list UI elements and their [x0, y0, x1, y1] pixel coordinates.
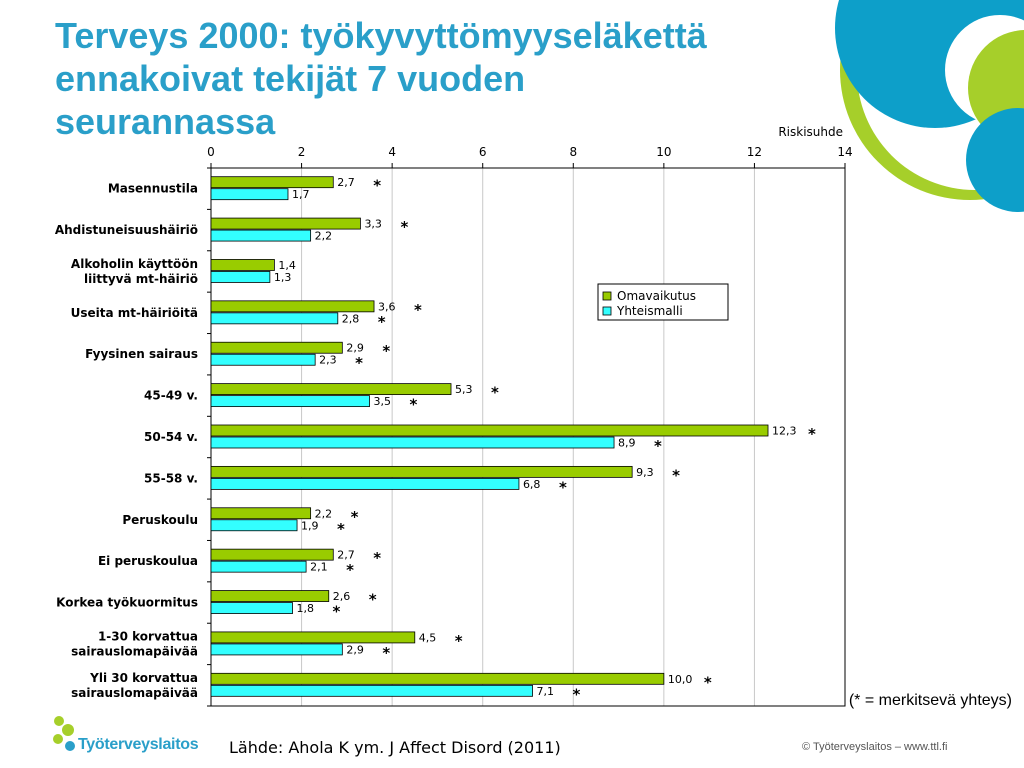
- significance-star-yhteismalli-7: *: [558, 478, 567, 497]
- bar-omavaikutus-4: [211, 342, 342, 353]
- data-label-yhteismalli-6: 8,9: [618, 436, 636, 450]
- bar-omavaikutus-10: [211, 591, 329, 602]
- bar-yhteismalli-10: [211, 603, 293, 614]
- data-label-omavaikutus-10: 2,6: [332, 590, 351, 604]
- category-label-10-0: Korkea työkuormitus: [56, 595, 198, 610]
- data-label-yhteismalli-2: 1,3: [273, 270, 292, 284]
- significance-star-yhteismalli-11: *: [382, 643, 391, 662]
- data-label-omavaikutus-6: 12,3: [772, 424, 797, 438]
- title-line-1: Terveys 2000: työkyvyttömyyseläkettä: [55, 15, 707, 56]
- legend-label-0: Omavaikutus: [617, 289, 697, 303]
- category-label-8-0: Peruskoulu: [122, 512, 198, 527]
- category-label-4-0: Fyysinen sairaus: [85, 347, 198, 362]
- bar-omavaikutus-5: [211, 384, 451, 395]
- ttl-logo-icon: [50, 712, 80, 756]
- bar-yhteismalli-0: [211, 189, 288, 200]
- x-tick-label-2: 4: [388, 145, 396, 159]
- significance-star-omavaikutus-6: *: [808, 425, 816, 443]
- bar-omavaikutus-0: [211, 177, 333, 188]
- data-label-omavaikutus-9: 2,7: [337, 548, 355, 562]
- legend-swatch-0: [603, 292, 611, 300]
- bar-omavaikutus-8: [211, 508, 311, 519]
- category-label-2-0: Alkoholin käyttöön: [70, 256, 198, 271]
- data-label-omavaikutus-3: 3,6: [378, 300, 396, 314]
- bar-yhteismalli-3: [211, 313, 338, 324]
- data-label-yhteismalli-4: 2,3: [319, 353, 337, 367]
- significance-star-omavaikutus-5: *: [491, 383, 499, 402]
- category-label-12-1: sairauslomapäivää: [71, 685, 198, 700]
- bar-yhteismalli-1: [211, 230, 311, 241]
- significance-star-omavaikutus-4: *: [382, 342, 391, 361]
- significance-star-omavaikutus-12: *: [703, 673, 712, 692]
- significance-star-omavaikutus-10: *: [368, 590, 377, 609]
- category-label-11-1: sairauslomapäivää: [71, 644, 198, 659]
- significance-star-yhteismalli-6: *: [654, 437, 662, 455]
- significance-star-omavaikutus-9: *: [373, 549, 382, 568]
- data-label-omavaikutus-4: 2,9: [346, 341, 364, 355]
- legend-swatch-1: [603, 307, 611, 315]
- x-tick-label-4: 8: [569, 145, 578, 159]
- bar-omavaikutus-3: [211, 301, 374, 312]
- data-label-omavaikutus-11: 4,5: [418, 631, 437, 645]
- significance-footnote: (* = merkitsevä yhteys): [848, 692, 1012, 709]
- data-label-yhteismalli-10: 1,8: [296, 602, 315, 616]
- bar-yhteismalli-7: [211, 478, 519, 489]
- category-label-9-0: Ei peruskoulua: [97, 554, 198, 569]
- category-label-12-0: Yli 30 korvattua: [90, 670, 198, 685]
- logo-text: Työterveyslaitos: [78, 736, 199, 753]
- bar-omavaikutus-1: [211, 218, 360, 229]
- category-label-0-0: Masennustila: [107, 181, 198, 196]
- significance-star-yhteismalli-10: *: [332, 602, 341, 621]
- data-label-yhteismalli-9: 2,1: [310, 560, 328, 574]
- category-label-1-0: Ahdistuneisuushäiriö: [54, 223, 198, 238]
- x-tick-label-6: 12: [746, 145, 763, 159]
- bar-omavaikutus-2: [211, 259, 274, 270]
- data-label-yhteismalli-7: 6,8: [522, 477, 541, 491]
- category-label-5-0: 45-49 v.: [144, 388, 198, 403]
- bar-omavaikutus-7: [211, 466, 632, 477]
- bar-yhteismalli-5: [211, 396, 370, 407]
- data-label-omavaikutus-2: 1,4: [278, 258, 296, 272]
- significance-star-omavaikutus-3: *: [414, 300, 422, 319]
- bar-yhteismalli-6: [211, 437, 614, 448]
- data-label-yhteismalli-1: 2,2: [314, 229, 333, 243]
- bar-omavaikutus-11: [211, 632, 415, 643]
- significance-star-omavaikutus-0: *: [373, 176, 382, 195]
- x-tick-label-0: 0: [207, 145, 215, 159]
- bar-yhteismalli-11: [211, 644, 342, 655]
- bar-yhteismalli-8: [211, 520, 297, 531]
- data-label-omavaikutus-1: 3,3: [364, 217, 382, 231]
- bar-yhteismalli-9: [211, 561, 306, 572]
- bar-yhteismalli-4: [211, 354, 315, 365]
- significance-star-omavaikutus-7: *: [672, 466, 681, 485]
- category-label-11-0: 1-30 korvattua: [97, 629, 198, 644]
- significance-star-omavaikutus-1: *: [400, 218, 409, 237]
- significance-star-yhteismalli-12: *: [572, 685, 581, 704]
- copyright-text: © Työterveyslaitos – www.ttl.fi: [802, 741, 948, 753]
- data-label-omavaikutus-0: 2,7: [337, 176, 355, 190]
- source-citation: Lähde: Ahola K ym. J Affect Disord (2011): [229, 738, 561, 757]
- data-label-yhteismalli-8: 1,9: [301, 519, 319, 533]
- x-axis-label: Riskisuhde: [778, 125, 843, 139]
- bar-yhteismalli-2: [211, 271, 270, 282]
- significance-star-yhteismalli-8: *: [337, 519, 345, 538]
- data-label-yhteismalli-3: 2,8: [341, 312, 360, 326]
- data-label-yhteismalli-0: 1,7: [291, 188, 310, 202]
- significance-star-omavaikutus-11: *: [454, 631, 463, 650]
- category-label-3-0: Useita mt-häiriöitä: [70, 305, 198, 320]
- x-tick-label-1: 2: [297, 145, 306, 159]
- category-label-7-0: 55-58 v.: [144, 471, 198, 486]
- bar-yhteismalli-12: [211, 685, 533, 696]
- data-label-yhteismalli-12: 7,1: [536, 684, 555, 698]
- category-label-6-0: 50-54 v.: [144, 430, 198, 444]
- bar-omavaikutus-6: [211, 425, 768, 436]
- x-tick-label-3: 6: [478, 145, 487, 159]
- x-tick-label-5: 10: [656, 145, 672, 159]
- bar-omavaikutus-9: [211, 549, 333, 560]
- data-label-omavaikutus-12: 10,0: [667, 672, 693, 686]
- data-label-omavaikutus-8: 2,2: [314, 507, 333, 521]
- title-line-3: seurannassa: [55, 101, 276, 142]
- significance-star-yhteismalli-3: *: [377, 312, 386, 331]
- title-line-2: ennakoivat tekijät 7 vuoden: [55, 58, 526, 99]
- significance-star-omavaikutus-8: *: [350, 507, 359, 526]
- significance-star-yhteismalli-9: *: [346, 561, 354, 580]
- x-tick-label-7: 14: [837, 145, 853, 159]
- data-label-omavaikutus-5: 5,3: [455, 383, 473, 397]
- data-label-omavaikutus-7: 9,3: [636, 465, 654, 479]
- significance-star-yhteismalli-4: *: [355, 354, 364, 373]
- significance-star-yhteismalli-5: *: [409, 395, 418, 414]
- data-label-yhteismalli-11: 2,9: [346, 643, 364, 657]
- category-label-2-1: liittyvä mt-häiriö: [84, 271, 198, 286]
- data-label-yhteismalli-5: 3,5: [373, 395, 391, 409]
- legend-label-1: Yhteismalli: [617, 304, 683, 318]
- bar-omavaikutus-12: [211, 673, 664, 684]
